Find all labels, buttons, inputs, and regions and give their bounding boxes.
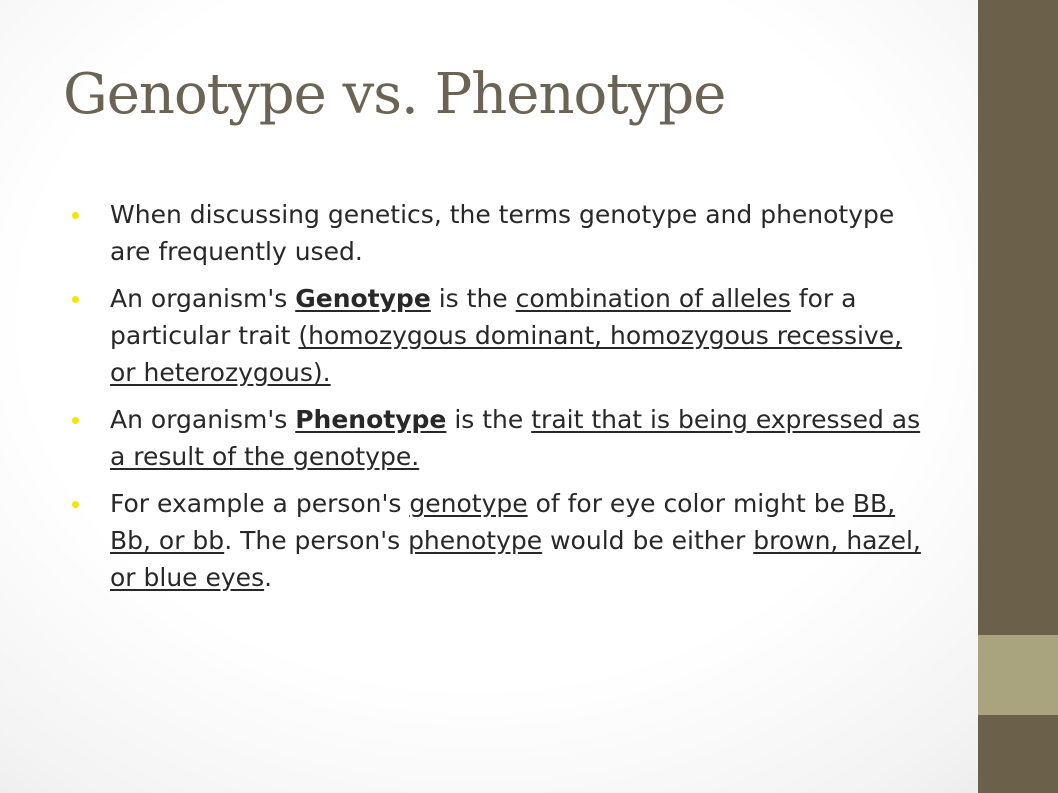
bullet-text-segment: phenotype bbox=[408, 526, 543, 555]
bullet-text-segment: genotype bbox=[409, 489, 528, 518]
bullet-dot-icon bbox=[72, 417, 79, 424]
bullet-text-segment: Genotype bbox=[295, 284, 431, 313]
bullet-text-segment: is the bbox=[430, 284, 516, 313]
bullet-text-segment: . bbox=[264, 563, 273, 592]
bullet-text-segment: would be either bbox=[542, 526, 754, 555]
bullet-text-segment: For example a person's bbox=[110, 489, 410, 518]
bullet-text-segment: is the bbox=[446, 405, 532, 434]
bullet-dot-icon bbox=[72, 501, 79, 508]
bullet-item bbox=[72, 196, 922, 270]
bullet-dot-icon bbox=[72, 212, 79, 219]
bullet-text-segment: for a particular trait bbox=[110, 284, 857, 350]
bullet-text-segment: brown, hazel, or blue eyes bbox=[110, 526, 921, 592]
bullet-text-segment: trait that is being expressed as a result of the genotype. bbox=[110, 405, 921, 471]
bullet-text-segment: When discussing genetics, the terms genotype and phenotype are frequently used. bbox=[110, 200, 895, 266]
bullet-item bbox=[72, 280, 922, 391]
bullet-text-segment: . The person's bbox=[224, 526, 409, 555]
bullet-text-segment: combination of alleles bbox=[515, 284, 791, 313]
side-decoration-bar bbox=[978, 0, 1058, 793]
bullet-text-segment: of for eye color might be bbox=[527, 489, 853, 518]
bullet-text-segment: (homozygous dominant, homozygous recessive, or heterozygous). bbox=[110, 321, 903, 387]
slide-title: Genotype vs. Phenotype bbox=[63, 62, 726, 127]
bullet-text-segment: An organism's bbox=[110, 284, 296, 313]
bullet-dot-icon bbox=[72, 296, 79, 303]
bullet-list bbox=[72, 196, 922, 606]
side-decoration-accent bbox=[978, 635, 1058, 715]
bullet-item bbox=[72, 401, 922, 475]
bullet-text-segment: An organism's bbox=[110, 405, 296, 434]
bullet-item bbox=[72, 485, 922, 596]
bullet-text-segment: BB, Bb, or bb bbox=[110, 489, 896, 555]
bullet-text-segment: Phenotype bbox=[295, 405, 447, 434]
